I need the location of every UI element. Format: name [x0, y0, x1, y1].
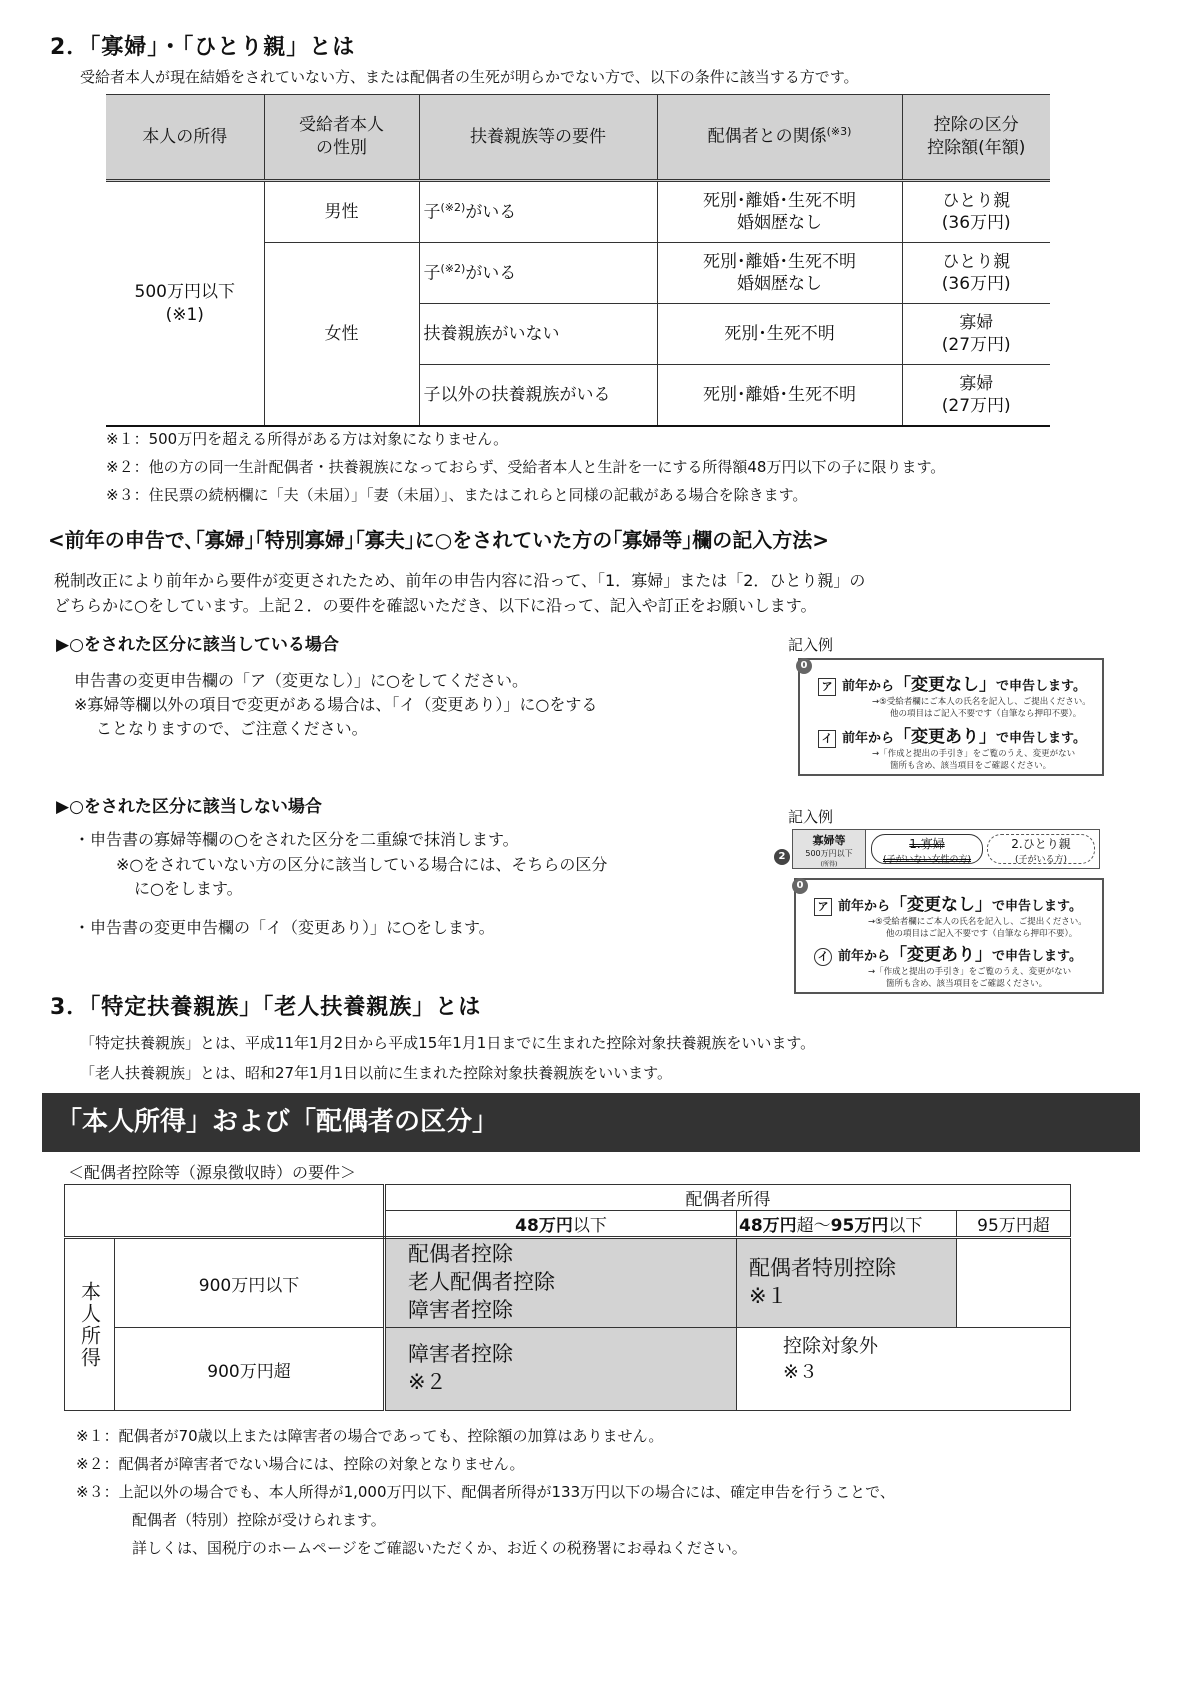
- col-48-to-95: 48万円超～95万円以下: [737, 1211, 957, 1238]
- row-label-own-income: 本人所得: [65, 1238, 115, 1411]
- dependents-cell: 扶養親族がいない: [419, 304, 657, 365]
- section-banner: 「本人所得」および「配偶者の区分」: [42, 1093, 1140, 1152]
- note-2: ※２：他の方の同一生計配偶者・扶養親族になっておらず、受給者本人と生計を一にする所得額48万円以下の子に限ります。: [106, 458, 946, 476]
- case1-line3: ことなりますので、ご注意ください。: [96, 719, 368, 738]
- circle-0-icon: 0: [792, 878, 808, 894]
- example-a-line: ア 前年から「変更なし」で申告します。: [818, 670, 1086, 696]
- spouse-income-header: 配偶者所得: [385, 1185, 1071, 1211]
- prior-para-1: 税制改正により前年から要件が変更されたため、前年の申告内容に沿って、「1．寡婦」または「2．ひとり親」の: [54, 571, 866, 590]
- example-i-line: イ 前年から「変更あり」で申告します。: [818, 722, 1086, 748]
- document-page: [42, 0, 1140, 1560]
- i-circled-icon: イ: [814, 948, 832, 966]
- section3-heading: 3．「特定扶養親族」「老人扶養親族」とは: [50, 995, 482, 1020]
- widow-conditions-table: [106, 94, 1050, 427]
- relation-cell: 死別･離婚･生死不明 婚姻歴なし: [657, 181, 902, 243]
- col-over-95: 95万円超: [957, 1211, 1071, 1238]
- example-a-sub2: 他の項目はご記入不要です（自筆なら押印不要）。: [890, 709, 1082, 719]
- table-row: [65, 1328, 1071, 1411]
- i-box-icon: イ: [818, 730, 836, 748]
- cell-not-eligible: 控除対象外 ※３: [737, 1328, 1071, 1411]
- relation-cell: 死別･離婚･生死不明 婚姻歴なし: [657, 243, 902, 304]
- case2-line4: ・申告書の変更申告欄の「イ（変更あり）」に○をします。: [74, 918, 495, 937]
- deduction-cell: ひとり親 (36万円): [902, 243, 1050, 304]
- a-box-icon: ア: [818, 678, 836, 696]
- relation-cell: 死別･離婚･生死不明: [657, 365, 902, 427]
- example-a-line: ア 前年から「変更なし」で申告します。: [814, 890, 1082, 916]
- case1-line2: ※寡婦等欄以外の項目で変更がある場合は、「イ（変更あり）」に○をする: [74, 695, 598, 714]
- cell-special-deduction: 配偶者特別控除 ※１: [737, 1238, 957, 1328]
- example-i-sub2: 箇所も含め、該当項目をご確認ください。: [890, 761, 1052, 771]
- table-header-row: [106, 95, 1050, 181]
- example-a-sub2: 他の項目はご記入不要です（自筆なら押印不要）。: [886, 929, 1078, 939]
- female-cell: 女性: [264, 243, 419, 427]
- example-box-1: [798, 658, 1104, 776]
- case2-title: ▶○をされた区分に該当しない場合: [56, 797, 322, 817]
- section3-line2: 「老人扶養親族」とは、昭和27年1月1日以前に生まれた控除対象扶養親族をいいます。: [80, 1064, 672, 1082]
- spouse-caption: ＜配偶者控除等（源泉徴収時）の要件＞: [68, 1163, 357, 1182]
- spouse-note-3-cont: 配偶者（特別）控除が受けられます。: [132, 1511, 386, 1529]
- case2-line1: ・申告書の寡婦等欄の○をされた区分を二重線で抹消します。: [74, 830, 519, 849]
- dependents-cell: 子以外の扶養親族がいる: [419, 365, 657, 427]
- example-label-1: 記入例: [788, 636, 834, 654]
- spouse-note-2: ※２：配偶者が障害者でない場合には、控除の対象となりません。: [76, 1455, 525, 1473]
- case2-line3: に○をします。: [134, 879, 243, 898]
- relation-cell: 死別･生死不明: [657, 304, 902, 365]
- example-box-2: [794, 878, 1104, 994]
- case1-line1: 申告書の変更申告欄の「ア（変更なし）」に○をしてください。: [74, 671, 528, 690]
- col-48-or-less: 48万円以下: [385, 1211, 737, 1238]
- header-relation: 配偶者との関係$^{(※3)}$: [657, 95, 902, 181]
- cell-spouse-deduction: 配偶者控除 老人配偶者控除 障害者控除: [385, 1238, 737, 1328]
- option-single-parent: 2.ひとり親 (子がいる方): [987, 834, 1095, 864]
- prior-para-2: どちらかに○をしています。上記２．の要件を確認いただき、以下に沿って、記入や訂正をお願いします。: [54, 596, 817, 615]
- deduction-cell: 寡婦 (27万円): [902, 304, 1050, 365]
- a-box-icon: ア: [814, 898, 832, 916]
- spouse-note-1: ※１：配偶者が70歳以上または障害者の場合であっても、控除額の加算はありません。: [76, 1427, 664, 1445]
- header-deduction: 控除の区分 控除額(年額): [902, 95, 1050, 181]
- example-a-sub1: →⑤受給者欄にご本人の氏名を記入し、ご提出ください。: [868, 917, 1087, 927]
- male-cell: 男性: [264, 181, 419, 243]
- spouse-note-3: ※３：上記以外の場合でも、本人所得が1,000万円以下、配偶者所得が133万円以下の場合には、確定申告を行うことで、: [76, 1483, 895, 1501]
- table-row: [106, 181, 1050, 243]
- section2-heading: 2．「寡婦」・「ひとり親」とは: [50, 35, 356, 60]
- income-cell: 500万円以下 (※1): [106, 181, 264, 427]
- spouse-note-4: 詳しくは、国税庁のホームページをご確認いただくか、お近くの税務署にお尋ねください。: [132, 1539, 747, 1557]
- option-widow: 1.寡婦 (子がいない女性の方): [871, 834, 983, 864]
- example-i-sub2: 箇所も含め、該当項目をご確認ください。: [886, 979, 1048, 989]
- corner-cell: [65, 1185, 385, 1238]
- example-i-sub1: →「作成と提出の手引き」をご覧のうえ、変更がない: [872, 749, 1076, 759]
- widow-field-label: 寡婦等 500万円以下 (所得): [793, 830, 866, 868]
- circle-0-icon: 0: [796, 658, 812, 674]
- note-1: ※１：500万円を超える所得がある方は対象になりません。: [106, 430, 509, 448]
- note-3: ※３：住民票の続柄欄に「夫（未届）」「妻（未届）」、またはこれらと同様の記載がある場合を除きます。: [106, 486, 808, 504]
- table-row: [65, 1238, 1071, 1328]
- deduction-cell: ひとり親 (36万円): [902, 181, 1050, 243]
- deduction-cell: 寡婦 (27万円): [902, 365, 1050, 427]
- header-income: 本人の所得: [106, 95, 264, 181]
- prior-heading: <前年の申告で､｢寡婦｣｢特別寡婦｣｢寡夫｣に○をされていた方の｢寡婦等｣欄の記入方法>: [48, 528, 829, 552]
- cell-empty: [957, 1238, 1071, 1328]
- widow-field-example: [792, 829, 1100, 869]
- example-i-sub1: →「作成と提出の手引き」をご覧のうえ、変更がない: [868, 967, 1072, 977]
- cell-disability-deduction: 障害者控除 ※２: [385, 1328, 737, 1411]
- case2-line2: ※○をされていない方の区分に該当している場合には、そちらの区分: [116, 855, 608, 874]
- circle-2-icon: 2: [774, 849, 790, 865]
- table-row: [65, 1185, 1071, 1211]
- dependents-cell: 子$^{(※2)}$がいる: [419, 181, 657, 243]
- row-900-or-less: 900万円以下: [115, 1238, 385, 1328]
- header-dependents: 扶養親族等の要件: [419, 95, 657, 181]
- row-over-900: 900万円超: [115, 1328, 385, 1411]
- example-i-line: イ 前年から「変更あり」で申告します。: [814, 940, 1082, 966]
- example-label-2: 記入例: [788, 808, 834, 826]
- example-a-sub1: →⑤受給者欄にご本人の氏名を記入し、ご提出ください。: [872, 697, 1091, 707]
- header-gender: 受給者本人 の性別: [264, 95, 419, 181]
- case1-title: ▶○をされた区分に該当している場合: [56, 635, 339, 655]
- section3-line1: 「特定扶養親族」とは、平成11年1月2日から平成15年1月1日までに生まれた控除対象扶養親族をいいます。: [80, 1034, 816, 1052]
- spouse-deduction-table: [64, 1184, 1071, 1411]
- section2-intro: 受給者本人が現在結婚をされていない方、または配偶者の生死が明らかでない方で、以下の条件に該当する方です。: [80, 68, 859, 86]
- dependents-cell: 子$^{(※2)}$がいる: [419, 243, 657, 304]
